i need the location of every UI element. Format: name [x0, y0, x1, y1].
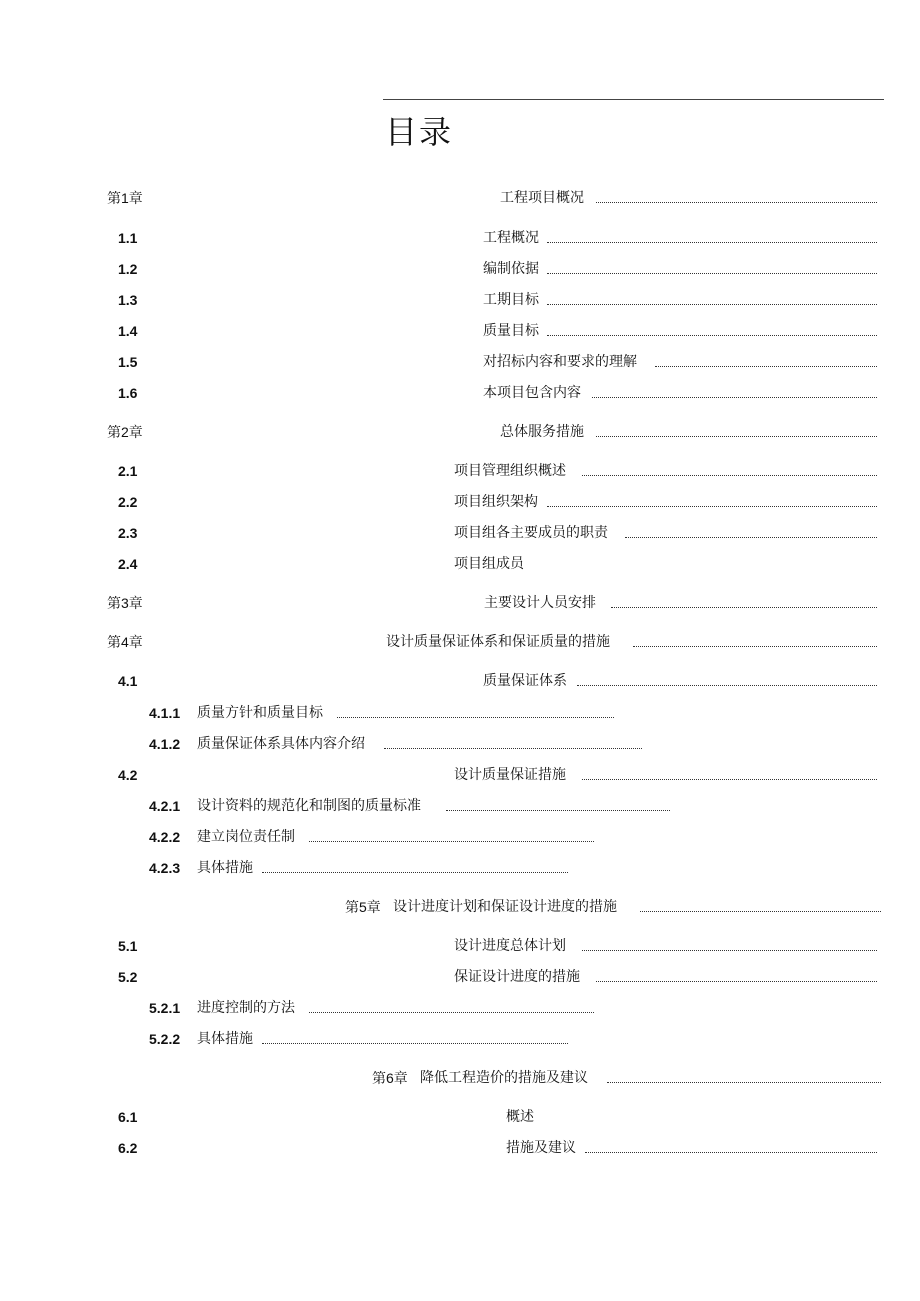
toc-title[interactable]: 项目组成员	[454, 556, 524, 572]
toc-number: 第5章	[345, 899, 381, 915]
toc-leader	[262, 1043, 568, 1044]
toc-title[interactable]: 质量保证体系具体内容介绍	[197, 736, 365, 752]
toc-number: 4.1.1	[149, 705, 181, 721]
toc-number: 第6章	[372, 1070, 408, 1086]
toc-number: 6.2	[118, 1140, 138, 1156]
toc-title[interactable]: 具体措施	[197, 1031, 253, 1047]
toc-number: 1.6	[118, 385, 138, 401]
toc-number: 第2章	[107, 424, 143, 440]
toc-title[interactable]: 质量方针和质量目标	[197, 705, 323, 721]
toc-leader	[596, 202, 877, 203]
toc-number: 5.2.1	[149, 1000, 181, 1016]
toc-leader	[655, 366, 877, 367]
toc-number: 5.2	[118, 969, 138, 985]
toc-leader	[577, 685, 877, 686]
toc-leader	[309, 841, 594, 842]
toc-title[interactable]: 措施及建议	[506, 1140, 576, 1156]
toc-number: 第1章	[107, 190, 143, 206]
toc-title[interactable]: 工期目标	[483, 292, 539, 308]
toc-number: 4.2.2	[149, 829, 181, 845]
toc-leader	[547, 304, 877, 305]
toc-title[interactable]: 设计进度总体计划	[454, 938, 566, 954]
toc-leader	[446, 810, 670, 811]
toc-leader	[582, 950, 877, 951]
toc-number: 4.2.3	[149, 860, 181, 876]
toc-number: 第3章	[107, 595, 143, 611]
toc-leader	[547, 242, 877, 243]
toc-title[interactable]: 对招标内容和要求的理解	[483, 354, 637, 370]
toc-title[interactable]: 主要设计人员安排	[484, 595, 596, 611]
toc-number: 4.2.1	[149, 798, 181, 814]
toc-leader	[611, 607, 877, 608]
toc-title[interactable]: 进度控制的方法	[197, 1000, 295, 1016]
toc-title[interactable]: 工程概况	[483, 230, 539, 246]
toc-leader	[309, 1012, 594, 1013]
toc-leader	[582, 475, 877, 476]
toc-title[interactable]: 设计资料的规范化和制图的质量标准	[197, 798, 421, 814]
toc-title[interactable]: 降低工程造价的措施及建议	[420, 1070, 588, 1086]
toc-title[interactable]: 建立岗位责任制	[197, 829, 295, 845]
toc-leader	[547, 335, 877, 336]
toc-number: 1.1	[118, 230, 138, 246]
toc-number: 2.4	[118, 556, 138, 572]
toc-title[interactable]: 质量目标	[483, 323, 539, 339]
toc-leader	[625, 537, 877, 538]
toc-number: 1.2	[118, 261, 138, 277]
toc-leader	[262, 872, 568, 873]
toc-leader	[547, 273, 877, 274]
toc-leader	[596, 981, 877, 982]
toc-number: 1.5	[118, 354, 138, 370]
toc-title[interactable]: 本项目包含内容	[483, 385, 581, 401]
toc-leader	[547, 506, 877, 507]
toc-title[interactable]: 设计质量保证措施	[454, 767, 566, 783]
toc-number: 第4章	[107, 634, 143, 650]
toc-title[interactable]: 项目组织架构	[454, 494, 538, 510]
toc-leader	[596, 436, 877, 437]
toc-leader	[582, 779, 877, 780]
toc-title[interactable]: 设计质量保证体系和保证质量的措施	[386, 634, 610, 650]
toc-number: 1.3	[118, 292, 138, 308]
toc-number: 4.1	[118, 673, 138, 689]
toc-number: 5.1	[118, 938, 138, 954]
toc-number: 2.2	[118, 494, 138, 510]
toc-leader	[640, 911, 881, 912]
toc-title[interactable]: 具体措施	[197, 860, 253, 876]
toc-number: 2.3	[118, 525, 138, 541]
toc-title[interactable]: 质量保证体系	[483, 673, 567, 689]
toc-leader	[633, 646, 877, 647]
toc-number: 1.4	[118, 323, 138, 339]
page-title: 目录	[385, 113, 454, 151]
toc-number: 4.1.2	[149, 736, 181, 752]
toc-number: 5.2.2	[149, 1031, 181, 1047]
toc-title[interactable]: 编制依据	[483, 261, 539, 277]
toc-title[interactable]: 总体服务措施	[500, 424, 584, 440]
header-rule	[383, 99, 884, 100]
toc-title[interactable]: 项目管理组织概述	[454, 463, 566, 479]
toc-title[interactable]: 项目组各主要成员的职责	[454, 525, 608, 541]
toc-number: 6.1	[118, 1109, 138, 1125]
toc-number: 2.1	[118, 463, 138, 479]
toc-title[interactable]: 概述	[506, 1109, 534, 1125]
toc-number: 4.2	[118, 767, 138, 783]
toc-leader	[592, 397, 877, 398]
toc-leader	[607, 1082, 881, 1083]
toc-leader	[585, 1152, 877, 1153]
toc-title[interactable]: 设计进度计划和保证设计进度的措施	[393, 899, 617, 915]
toc-title[interactable]: 保证设计进度的措施	[454, 969, 580, 985]
toc-leader	[337, 717, 614, 718]
toc-title[interactable]: 工程项目概况	[500, 190, 584, 206]
toc-leader	[384, 748, 642, 749]
